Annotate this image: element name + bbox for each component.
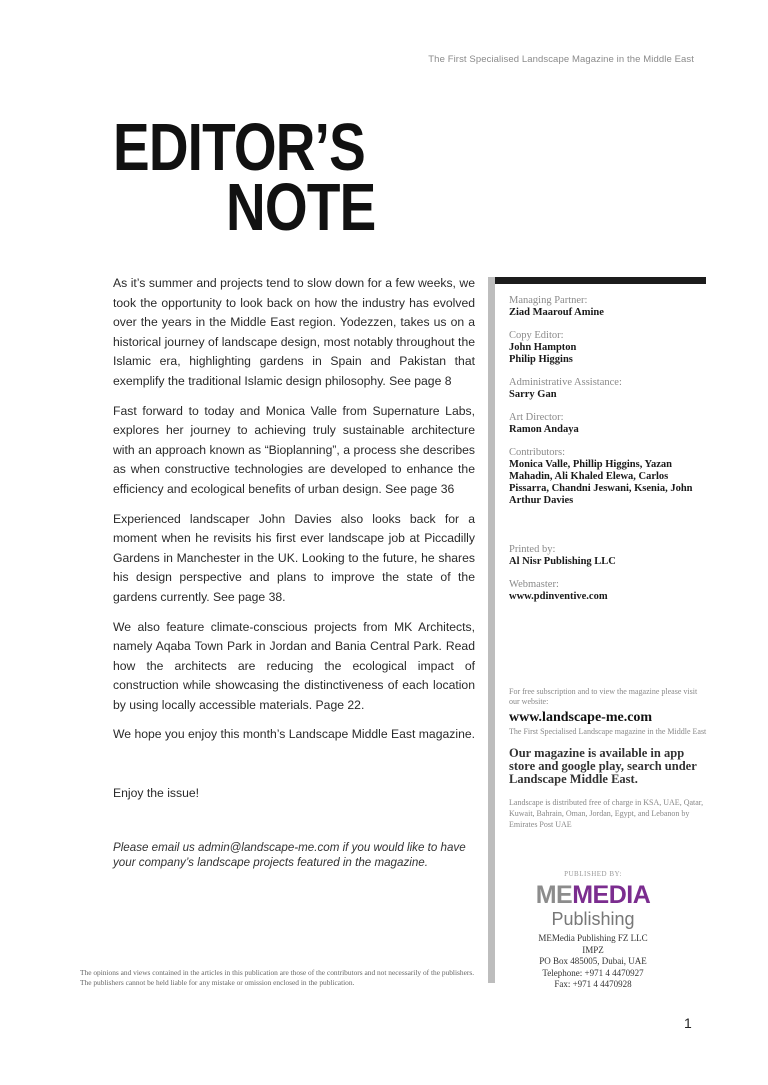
paragraph: As it’s summer and projects tend to slow down for a few weeks, we took the opportunity to look back on how the industry has evolved over the years in the Middle East region. Yodezzen, takes us on a historical journey of landscape design, most notably throughout the Islamic era, highlighting gardens in Spain and Pakistan that exemplify the traditional Islamic design philosophy. See page 8 [113, 276, 475, 388]
contributors-list: Monica Valle, Phillip Higgins, Yazan Mahadin, Ali Khaled Elewa, Carlos Pissarra, Chandni Jeswani, Ksenia, John Arthur Davies [509, 459, 693, 506]
magazine-tagline: The First Specialised Landscape Magazine in the Middle East [428, 54, 694, 65]
sidebar-rule [488, 277, 495, 983]
subscription-info [509, 687, 709, 830]
masthead-entry [509, 295, 709, 319]
publisher-address: MEMedia Publishing FZ LLC IMPZ PO Box 485005, Dubai, UAE Telephone: +971 4 4470927 Fax: +971 4 4470928 [538, 933, 648, 989]
page-number: 1 [684, 1015, 692, 1031]
title-line-1: EDITOR’S [113, 110, 365, 185]
subscription-intro: For free subscription and to view the magazine please visit our website: [509, 687, 698, 706]
masthead-entry [509, 412, 709, 436]
paragraph: Experienced landscaper John Davies also looks back for a moment when he revisits his first ever landscape job at Piccadilly Gardens in Manchester in the UK. Looking to the future, he shares his design perspective and plans to improve the state of the gardens currently. See page 38. [113, 511, 475, 604]
printer-name: Al Nisr Publishing LLC [509, 556, 616, 567]
role-label: Managing Partner: [509, 295, 588, 306]
webmaster-link[interactable]: www.pdinventive.com [509, 591, 608, 602]
disclaimer: The opinions and views contained in the articles in this publication are those of the contributors and not necessarily of the publishers. The publishers cannot be held liable for any mistake or omission enclosed in the publication. [80, 968, 475, 987]
editorial-body [113, 274, 475, 814]
published-by-label: PUBLISHED BY: [564, 870, 622, 878]
email-note: Please email us admin@landscape-me.com if you would like to have your company’s landscape projects featured in the magazine. [113, 841, 466, 869]
title-line-2: NOTE [226, 170, 376, 245]
signoff: Enjoy the issue! [113, 786, 200, 801]
app-store-note: Our magazine is available in app store and google play, search under Landscape Middle East. [509, 746, 697, 786]
paragraph: Fast forward to today and Monica Valle from Supernature Labs, explores her journey to achieving truly sustainable architecture with an approach known as “Bioplanning”, a process she describes as when constructive technologies are developed to enhance the efficiency and ecological benefits of urban design. See page 36 [113, 403, 475, 496]
role-label: Webmaster: [509, 579, 559, 590]
person-name: Sarry Gan [509, 389, 557, 400]
distribution-note: Landscape is distributed free of charge in KSA, UAE, Qatar, Kuwait, Bahrain, Oman, Jordan, Egypt, and Lebanon by Emirates Post UAE [509, 798, 704, 829]
role-label: Copy Editor: [509, 330, 564, 341]
person-name: John Hampton Philip Higgins [509, 342, 577, 365]
masthead-entry [509, 579, 709, 603]
subscription-tagline: The First Specialised Landscape magazine in the Middle East [509, 727, 707, 736]
person-name: Ramon Andaya [509, 424, 579, 435]
page-title [113, 110, 376, 245]
person-name: Ziad Maarouf Amine [509, 307, 604, 318]
memedia-logo: MEMEDIA [535, 881, 651, 909]
masthead-entry [509, 377, 709, 401]
paragraph: We hope you enjoy this month’s Landscape Middle East magazine. [113, 727, 476, 742]
website-link[interactable]: www.landscape-me.com [509, 710, 653, 725]
masthead-entry [509, 330, 709, 366]
role-label: Art Director: [509, 412, 564, 423]
publisher-block [509, 870, 677, 991]
sidebar-top-bar [495, 277, 706, 284]
role-label: Printed by: [509, 544, 556, 555]
logo-publishing-text: Publishing [551, 909, 635, 929]
paragraph: We also feature climate-conscious projects from MK Architects, namely Aqaba Town Park in Jordan and Bania Central Park. Read how the architects are reducing the ecological impact of construction while showcasing the distinctiveness of each location by using locally accessible materials. Page 22. [113, 619, 475, 712]
role-label: Contributors: [509, 447, 566, 458]
masthead-entry [509, 447, 709, 507]
masthead [509, 295, 709, 614]
masthead-entry [509, 544, 709, 568]
role-label: Administrative Assistance: [509, 377, 622, 388]
